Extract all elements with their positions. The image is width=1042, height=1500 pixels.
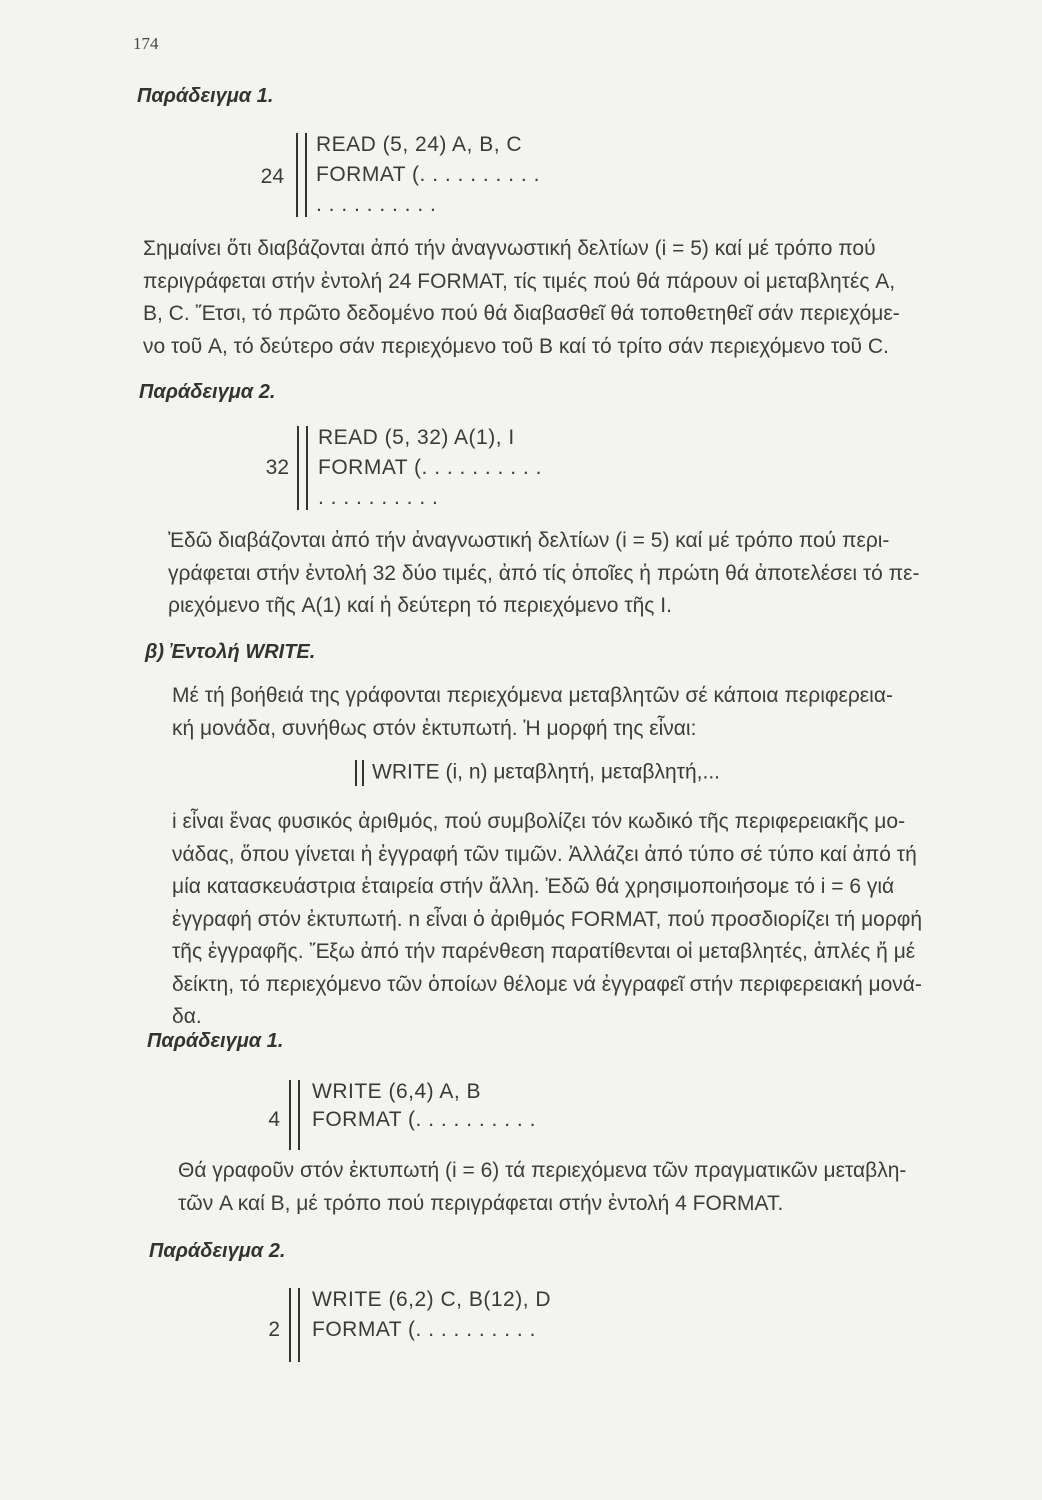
write-syntax	[355, 760, 720, 786]
code-line: WRITE (6,4) A, B	[312, 1080, 482, 1103]
section-heading: β) Ἐντολή WRITE.	[145, 641, 316, 663]
text-line: ριεχόμενο τῆς A(1) καί ἡ δεύτερη τό περιεχόμενο τῆς I.	[168, 594, 672, 617]
statement-label: 2	[268, 1318, 280, 1341]
text-line: ἐγγραφή στόν ἐκτυπωτή. n εἶναι ὁ ἀριθμός FORMAT, πού προσδιορίζει τή μορφή	[172, 907, 923, 931]
text-line: δα.	[172, 1005, 202, 1028]
text-line: μία κατασκευάστρια ἑταιρεία στήν ἄλλη. Ἐδῶ θά χρησιμοποιήσομε τό i = 6 γιά	[172, 875, 895, 898]
code-line: FORMAT (. . . . . . . . . .	[312, 1318, 536, 1341]
text-line: τῆς ἐγγραφῆς. Ἔξω ἀπό τήν παρένθεση παρατίθενται οἱ μεταβλητές, ἁπλές ἤ μέ	[172, 940, 916, 963]
code-margin-bars	[297, 426, 308, 510]
statement-label: 4	[268, 1108, 280, 1131]
explanation-paragraph	[178, 1155, 978, 1220]
example-heading: Παράδειγμα 2.	[139, 381, 276, 403]
intro-paragraph	[172, 680, 980, 745]
text-line: δείκτη, τό περιεχόμενο τῶν ὁποίων θέλομε νά ἐγγραφεῖ στήν περιφερειακή μονά-	[172, 972, 922, 996]
statement-label: 32	[265, 456, 289, 479]
example-heading: Παράδειγμα 2.	[149, 1240, 286, 1262]
code-line: . . . . . . . . . .	[316, 193, 437, 216]
text-line: τῶν A καί B, μέ τρόπο πού περιγράφεται στήν ἐντολή 4 FORMAT.	[178, 1191, 784, 1215]
code-line: FORMAT (. . . . . . . . . .	[316, 163, 540, 186]
code-line: READ (5, 32) A(1), I	[318, 426, 515, 449]
explanation-paragraph	[143, 233, 973, 363]
code-margin-bars	[355, 760, 364, 786]
code-margin-bars	[296, 133, 307, 217]
text-line: νάδας, ὅπου γίνεται ἡ ἐγγραφή τῶν τιμῶν. Ἀλλάζει ἀπό τύπο σέ τύπο καί ἀπό τή	[172, 842, 917, 866]
code-margin-bars	[289, 1080, 300, 1150]
code-line: READ (5, 24) A, B, C	[316, 133, 523, 156]
syntax-text: WRITE (i, n) μεταβλητή, μεταβλητή,...	[372, 760, 720, 784]
text-line: Σημαίνει ὅτι διαβάζονται ἀπό τήν ἀναγνωστική δελτίων (i = 5) καί μέ τρόπο πού	[143, 237, 876, 260]
text-line: i εἶναι ἕνας φυσικός ἀριθμός, πού συμβολίζει τόν κωδικό τῆς περιφερειακῆς μο-	[172, 810, 906, 833]
text-line: Θά γραφοῦν στόν ἐκτυπωτή (i = 6) τά περιεχόμενα τῶν πραγματικῶν μεταβλη-	[178, 1159, 907, 1182]
code-line: . . . . . . . . . .	[318, 486, 439, 509]
text-line: B, C. Ἔτσι, τό πρῶτο δεδομένο πού θά διαβασθεῖ θά τοποθετηθεῖ σάν περιεχόμε-	[143, 302, 900, 325]
code-line: WRITE (6,2) C, B(12), D	[312, 1288, 552, 1311]
statement-label: 24	[260, 165, 284, 188]
text-line: Μέ τή βοήθειά της γράφονται περιεχόμενα μεταβλητῶν σέ κάποια περιφερεια-	[172, 684, 893, 707]
description-paragraph	[172, 806, 982, 1034]
explanation-paragraph	[168, 525, 978, 623]
text-line: κή μονάδα, συνήθως στόν ἐκτυπωτή. Ἡ μορφή της εἶναι:	[172, 716, 697, 740]
code-margin-bars	[289, 1288, 300, 1362]
code-line: FORMAT (. . . . . . . . . .	[318, 456, 542, 479]
example-heading: Παράδειγμα 1.	[147, 1030, 284, 1052]
page-number: 174	[133, 34, 159, 53]
code-line: FORMAT (. . . . . . . . . .	[312, 1108, 536, 1131]
text-line: γράφεται στήν ἐντολή 32 δύο τιμές, ἀπό τίς ὁποῖες ἡ πρώτη θά ἀποτελέσει τό πε-	[168, 561, 920, 585]
example-heading: Παράδειγμα 1.	[137, 85, 274, 107]
text-line: περιγράφεται στήν ἐντολή 24 FORMAT, τίς τιμές πού θά πάρουν οἱ μεταβλητές A,	[143, 269, 896, 293]
text-line: νο τοῦ A, τό δεύτερο σάν περιεχόμενο τοῦ B καί τό τρίτο σάν περιεχόμενο τοῦ C.	[143, 334, 889, 358]
text-line: Ἐδῶ διαβάζονται ἀπό τήν ἀναγνωστική δελτίων (i = 5) καί μέ τρόπο πού περι-	[168, 529, 890, 552]
